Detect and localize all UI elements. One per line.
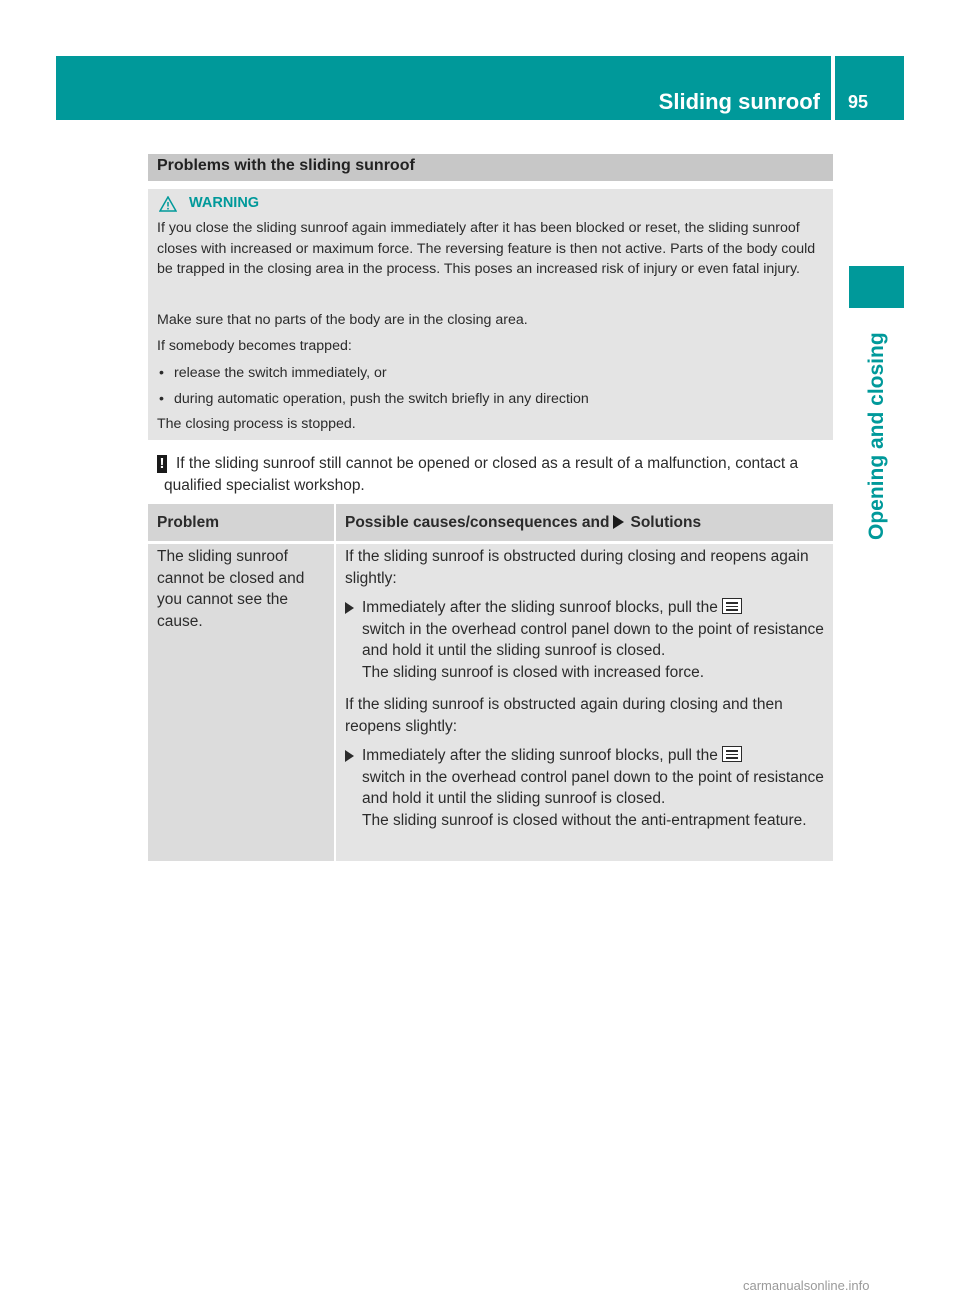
note-exclamation-icon: ! xyxy=(157,455,167,473)
column-header-problem: Problem xyxy=(148,504,334,541)
step-arrow-icon xyxy=(345,750,354,762)
bullet-dot: • xyxy=(159,365,164,381)
note-text: If the sliding sunroof still cannot be opened or closed as a result of a malfunction, contact a qualified specialist workshop. xyxy=(164,455,799,494)
warning-paragraph: Make sure that no parts of the body are in the closing area. xyxy=(157,312,528,328)
warning-label: WARNING xyxy=(189,195,260,211)
warning-paragraph: If somebody becomes trapped: xyxy=(157,338,352,354)
warning-paragraph: If you close the sliding sunroof again immediately after it has been blocked or reset, the sliding sunroof closes with increased or maximum force. The reversing feature is then not active. Parts of the body could be trapped in the closing area in the process. This poses an increased risk of injury or even fatal injury. xyxy=(157,220,816,277)
cause-text: If the sliding sunroof is obstructed again during closing and then reopens slightly: xyxy=(345,696,783,735)
step-arrow-icon xyxy=(345,602,354,614)
sunroof-switch-icon xyxy=(722,598,742,614)
step-text-suffix: switch in the overhead control panel down to the point of resistance and hold it until the sliding sunroof is closed. xyxy=(362,620,824,659)
section-heading xyxy=(148,154,833,181)
sunroof-switch-icon xyxy=(722,746,742,762)
bullet-text: release the switch immediately, or xyxy=(174,365,387,381)
solution-step xyxy=(345,597,825,683)
bullet-item xyxy=(159,389,589,409)
cause-text: If the sliding sunroof is obstructed during closing and reopens again slightly: xyxy=(345,548,809,587)
warning-paragraph: The closing process is stopped. xyxy=(157,416,356,432)
step-text-suffix: switch in the overhead control panel down to the point of resistance and hold it until the sliding sunroof is closed. xyxy=(362,768,824,807)
solution-step-content xyxy=(362,745,825,831)
table-cell-causes xyxy=(336,544,833,861)
page-number: 95 xyxy=(848,92,869,112)
chapter-label: Opening and closing xyxy=(865,332,888,540)
problem-text: The sliding sunroof cannot be closed and you cannot see the cause. xyxy=(157,548,305,630)
bullet-dot: • xyxy=(159,391,164,407)
section-heading-text: Problems with the sliding sunroof xyxy=(157,157,415,174)
warning-triangle-icon xyxy=(159,196,177,212)
header-divider xyxy=(831,56,835,120)
column-header-causes-suffix: Solutions xyxy=(630,514,702,531)
column-header-causes xyxy=(336,504,833,541)
step-result: The sliding sunroof is closed without the anti-entrapment feature. xyxy=(362,811,807,829)
bullet-text: during automatic operation, push the switch briefly in any direction xyxy=(174,391,589,407)
watermark: carmanualsonline.info xyxy=(743,1278,870,1293)
header-section-title: Sliding sunroof xyxy=(658,89,820,114)
play-arrow-icon xyxy=(613,515,624,529)
table-cell-problem xyxy=(148,544,334,861)
solution-step-content xyxy=(362,597,825,683)
column-header-causes-prefix: Possible causes/consequences and xyxy=(345,514,610,531)
warning-box xyxy=(148,189,833,440)
step-text-prefix: Immediately after the sliding sunroof blocks, pull the xyxy=(362,599,718,616)
step-result: The sliding sunroof is closed with increased force. xyxy=(362,663,705,681)
bullet-item xyxy=(159,363,387,383)
step-text-prefix: Immediately after the sliding sunroof blocks, pull the xyxy=(362,747,718,764)
solution-step xyxy=(345,745,825,831)
